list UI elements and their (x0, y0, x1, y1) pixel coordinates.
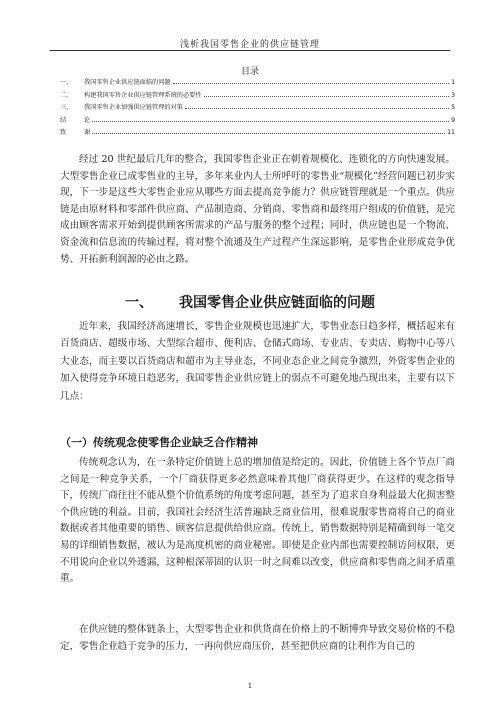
subsection-heading: （一）传统观念使零售企业缺乏合作精神 (60, 436, 258, 449)
toc-leader-dots (173, 83, 449, 84)
section-heading (0, 292, 500, 312)
toc-entry-page: 1 (451, 79, 455, 86)
toc-entry-page: 11 (447, 129, 455, 136)
toc-entry-page: 9 (451, 116, 455, 124)
body-paragraph: 在供应链的整体链条上，大型零售企业和供货商在价格上的不断博弈导致交易价格的不稳定，零售企业趋于竞争的压力，一再向供应商压价，甚至把供应商的让利作为自己的 (60, 624, 455, 652)
toc-entry[interactable] (60, 127, 455, 140)
toc-entry-label: 我国零售企业加强供应链管理的对策 (84, 104, 183, 111)
intro-paragraph: 经过 20 世纪最后几年的整合，我国零售企业正在朝着规模化、连锁化的方向快速发展。大型零售企业已成零售业的主导，多年来业内人士所呼吁的零售业“规模化”经营问题已初步实现，下一步是这些大零售企业应从哪些方面去提高竞争能力？供应链管理就是一个重点。供应链是由原材料和零部件供应商、产品制造商、分销商、零售商和最终用户组成的价值链，是完成由顾客需求开始到提供顾客所需求的产品与服务的整个过程；同时，供应链也是一个物流、资金流和信息流的传输过程，将对整个流通及生产过程产生深远影响，是零售企业形成竞争优势、开拓新利润源的必由之路。 (60, 154, 455, 265)
toc-leader-dots (185, 108, 449, 109)
toc-entry-label: 我国零售企业供应链面临的问题 (84, 79, 171, 86)
toc-entry[interactable] (60, 115, 455, 128)
running-header: 浅析我国零售企业的供应链管理 (179, 40, 320, 50)
toc-entry[interactable] (60, 90, 455, 103)
toc-entry-label: 谢 (84, 129, 91, 136)
header-rule (50, 50, 450, 51)
section-heading-number: 一、 (125, 295, 153, 311)
toc-title: 目录 (240, 67, 259, 77)
toc-leader-dots (92, 133, 445, 134)
section-intro-paragraph: 近年来，我国经济高速增长，零售企业规模也迅速扩大，零售业态日趋多样，概括起来有百货商店、超级市场、大型综合超市、便利店、仓储式商场、专业店、专卖店、购物中心等八大业态，而主要以百货商店和超市为主导业态，不同业态企业之间竞争激烈，外资零售企业的加入使得竞争环境日趋恶劣，我国零售企业供应链上的弱点不可避免地凸现出来，主要有以下几点： (60, 321, 455, 402)
body-paragraph: 传统观念认为，在一条特定价值链上总的增加值是给定的。因此，价值链上各个节点厂商之间是一种竞争关系，一个厂商获得更多必然意味着其他厂商获得更少。在这样的观念指导下，传统厂商往往不能从整个价值系统的角度考虑问题，甚至为了追求自身利益最大化损害整个供应链的利益。目前，我国社会经济生活普遍缺乏商业信用，很难说服零售商将自己的商业数据或者其他重要的销售、顾客信息提供给供应商。传统上，销售数据特别是精确到每一笔交易的详细销售数据，被认为是高度机密的商业秘密。即使是企业内部也需要控制访问权限，更不用说向企业以外透漏，这种根深蒂固的认识一时之间难以改变，供应商和零售商之间矛盾重重。 (60, 457, 455, 585)
section-heading-title: 我国零售企业供应链面临的问题 (179, 295, 375, 311)
page-number: 1 (247, 682, 253, 690)
toc-entry-number: 二、 (60, 91, 73, 99)
toc-entry-number: 一、 (60, 79, 73, 86)
table-of-contents (60, 77, 455, 140)
toc-entry[interactable] (60, 77, 455, 90)
toc-leader-dots (204, 96, 450, 97)
toc-entry-page: 3 (451, 91, 455, 99)
toc-entry-page: 5 (451, 104, 455, 111)
toc-leader-dots (92, 121, 449, 122)
toc-entry-number: 三、 (60, 104, 73, 111)
toc-entry-number: 结 (60, 116, 67, 124)
toc-entry-label: 构建我国零售企业供应链管理系统的必要性 (84, 91, 202, 99)
toc-entry[interactable] (60, 102, 455, 115)
toc-entry-number: 致 (60, 129, 67, 136)
toc-entry-label: 论 (84, 116, 91, 124)
